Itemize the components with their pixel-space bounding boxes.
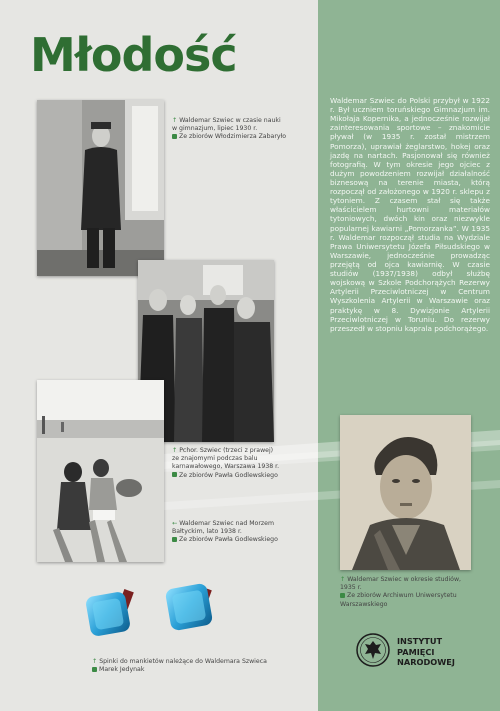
camera-source-icon xyxy=(172,134,177,139)
caption-photo3: ← Waldemar Szwiec nad Morzem Bałtyckim, lato 1938 r. Ze zbiorów Pawła Godlewskiego xyxy=(172,520,278,544)
caption-photo4: ↑ Waldemar Szwiec w okresie studiów, 1935 r. Ze zbiorów Archiwum Uniwersytetu Warszawskiego xyxy=(340,576,461,608)
ipn-logo-text: INSTYTUT PAMIĘCI NARODOWEJ xyxy=(397,636,455,667)
caption-photo1: ↑ Waldemar Szwiec w czasie nauki w gimnazjum, lipiec 1930 r. Ze zbiorów Włodzimierza Zabaryło xyxy=(172,117,287,141)
camera-source-icon xyxy=(172,472,177,477)
page-title: Młodość xyxy=(30,28,237,82)
arrow-up-icon: ↑ xyxy=(340,576,346,583)
camera-source-icon xyxy=(340,593,345,598)
arrow-up-icon: ↑ xyxy=(172,117,178,124)
ipn-logo xyxy=(355,630,495,680)
photo-student-portrait xyxy=(340,415,471,570)
caption-photo2: ↑ Pchor. Szwiec (trzeci z prawej) ze znajomymi podczas balu karnawałowego, Warszawa 1938 r. Ze zbiorów Pawła Godlewskiego xyxy=(172,447,280,479)
biography-text: Waldemar Szwiec do Polski przybył w 1922 r. Był uczniem toruńskiego Gimnazjum im. Mikołaja Kopernika, a jednocześnie rozwijał zainteresowania sportowe – znakomicie pływał (w 1935 r. został mistrzem Pomorza), uprawiał żeglarstwo, hokej oraz jazdę na nartach. Pasjonował się również fotografią. W tym okresie jego ojciec z dużym powodzeniem rozwijał działalność biznesową na terenie miasta, którą rozpoczął od założonego w 1920 r. sklepu z tytoniem. Z czasem stał się także właścicielem hurtowni materiałów tytoniowych, dwóch kin oraz niezwykle popularnej kawiarni „Pomorzanka”. W 1935 r. Waldemar rozpoczął studia na Wydziale Prawa Uniwersytetu Józefa Piłsudskiego w Warszawie, jednocześnie prowadząc przejętą od ojca kawiarnię. W czasie studiów (1937/1938) odbył służbę wojskową w Szkole Podchorążych Rezerwy Artylerii Przeciwlotniczej w Centrum Wyszkolenia Artylerii w Warszawie oraz praktykę w 8. Dywizjonie Artylerii Przeciwlotniczej w Toruniu. Do rezerwy przeszedł w stopniu kaprala podchorążego. xyxy=(330,96,490,333)
camera-source-icon xyxy=(92,667,97,672)
ipn-eagle-emblem xyxy=(355,632,391,668)
arrow-up-icon: ↑ xyxy=(92,658,98,665)
photo-baltic-beach xyxy=(37,380,164,562)
camera-source-icon xyxy=(172,537,177,542)
arrow-up-icon: ← xyxy=(172,520,178,527)
cufflinks-image xyxy=(80,582,225,654)
photo-school-uniform xyxy=(37,100,164,276)
caption-cufflinks: ↑ Spinki do mankietów należące do Waldemara Szwieca Marek Jedynak xyxy=(92,658,267,674)
arrow-up-icon: ↑ xyxy=(172,447,178,454)
